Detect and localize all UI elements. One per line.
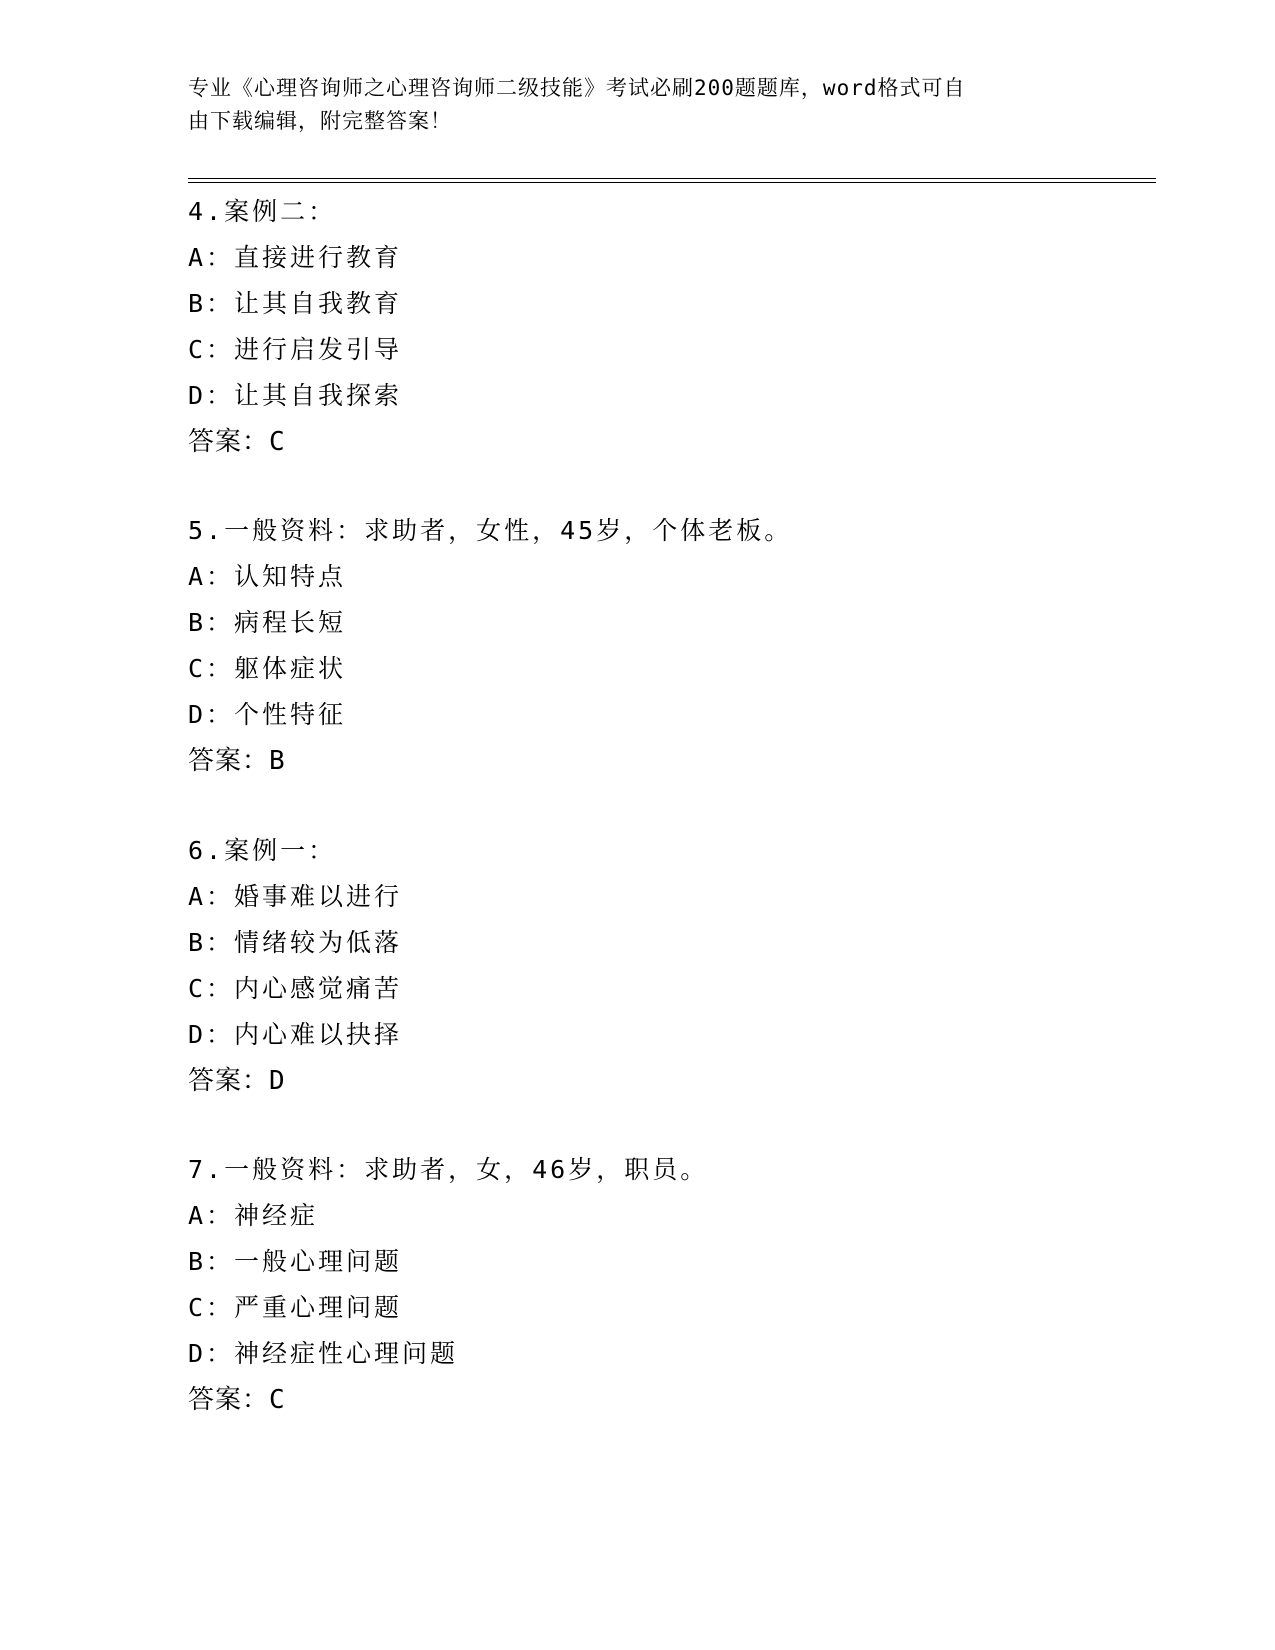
answer-value: D [269,1066,286,1096]
option-d: D：神经症性心理问题 [188,1339,459,1368]
question-block [188,828,1148,1104]
option-a: A：神经症 [188,1201,319,1230]
answer-line [188,419,1148,465]
question-stem: 5.一般资料：求助者，女性，45岁，个体老板。 [188,516,793,545]
answer-line [188,738,1148,784]
question-block [188,508,1148,784]
option-c: C：严重心理问题 [188,1293,403,1322]
option-a: A：认知特点 [188,562,347,591]
answer-value: B [269,746,286,776]
option-c: C：躯体症状 [188,654,347,683]
answer-label: 答案： [188,427,270,457]
answer-label: 答案： [188,1385,270,1415]
option-c: C：内心感觉痛苦 [188,974,403,1003]
option-b: B：情绪较为低落 [188,928,403,957]
answer-label: 答案： [188,746,270,776]
question-stem: 4.案例二： [188,197,337,226]
header-divider-bottom [188,182,1156,183]
question-stem: 6.案例一： [188,836,337,865]
header-line-1: 专业《心理咨询师之心理咨询师二级技能》考试必刷200题题库，word格式可自 [188,76,966,100]
option-b: B：让其自我教育 [188,289,403,318]
option-a: A：婚事难以进行 [188,882,403,911]
option-a: A：直接进行教育 [188,243,403,272]
option-d: D：让其自我探索 [188,381,403,410]
answer-label: 答案： [188,1066,270,1096]
option-d: D：内心难以抉择 [188,1020,403,1049]
answer-line [188,1377,1148,1423]
option-b: B：病程长短 [188,608,347,637]
header-divider-top [188,178,1156,179]
question-stem: 7.一般资料：求助者，女，46岁，职员。 [188,1155,709,1184]
option-c: C：进行启发引导 [188,335,403,364]
question-block [188,1147,1148,1423]
answer-line [188,1058,1148,1104]
document-header [188,72,1068,138]
answer-value: C [269,1385,286,1415]
option-d: D：个性特征 [188,700,347,729]
answer-value: C [269,427,286,457]
option-b: B：一般心理问题 [188,1247,403,1276]
header-line-2: 由下载编辑，附完整答案！ [188,109,452,133]
question-block [188,189,1148,465]
